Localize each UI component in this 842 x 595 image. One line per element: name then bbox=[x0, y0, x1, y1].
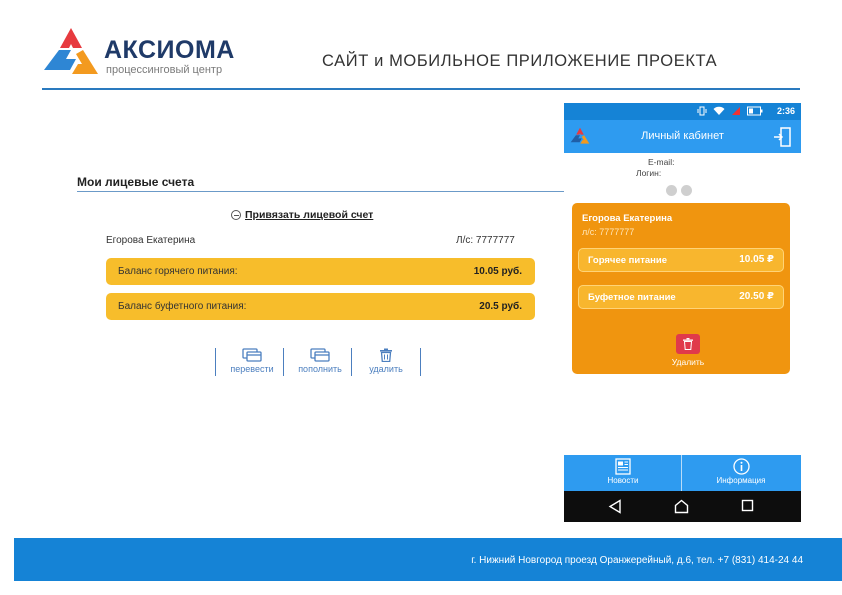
footer-bar bbox=[14, 538, 842, 581]
action-separator bbox=[215, 348, 216, 376]
page-title: САЙТ и МОБИЛЬНОЕ ПРИЛОЖЕНИЕ ПРОЕКТА bbox=[322, 52, 718, 70]
battery-icon bbox=[747, 106, 763, 116]
signal-icon bbox=[731, 106, 741, 116]
delete-account-button[interactable] bbox=[357, 348, 415, 374]
top-up-label: пополнить bbox=[298, 364, 342, 374]
account-card bbox=[572, 203, 790, 374]
pager-dot[interactable] bbox=[681, 185, 692, 196]
axioma-logo-icon bbox=[42, 26, 100, 78]
delete-card-button[interactable] bbox=[676, 334, 700, 354]
trash-icon bbox=[379, 348, 393, 362]
login-label: Логин: bbox=[636, 168, 662, 178]
brand-name: АКСИОМА bbox=[104, 36, 235, 64]
account-owner: Егорова Екатерина bbox=[106, 235, 196, 246]
pager-dot[interactable] bbox=[666, 185, 677, 196]
email-label: E-mail: bbox=[648, 157, 675, 167]
balance-label: Баланс буфетного питания: bbox=[118, 301, 247, 312]
app-bar bbox=[564, 120, 801, 153]
action-separator bbox=[351, 348, 352, 376]
wifi-icon bbox=[713, 106, 725, 116]
pill-value: 20.50 ₽ bbox=[739, 291, 774, 302]
transfer-button[interactable] bbox=[221, 348, 283, 374]
link-account-button[interactable] bbox=[231, 209, 373, 221]
pill-value: 10.05 ₽ bbox=[739, 254, 774, 265]
pill-label: Буфетное питание bbox=[588, 292, 676, 303]
action-separator bbox=[283, 348, 284, 376]
pill-label: Горячее питание bbox=[588, 255, 668, 266]
recents-icon[interactable] bbox=[741, 499, 754, 512]
tab-info-label: Информация bbox=[716, 476, 766, 485]
balance-value: 20.5 руб. bbox=[479, 301, 522, 312]
status-bar bbox=[564, 103, 801, 120]
top-up-button[interactable] bbox=[289, 348, 351, 374]
delete-card-label: Удалить bbox=[671, 357, 705, 367]
accounts-divider bbox=[77, 191, 564, 192]
hot-meal-pill[interactable] bbox=[578, 248, 784, 272]
tab-news-label: Новости bbox=[607, 476, 639, 485]
delete-label: удалить bbox=[369, 364, 403, 374]
mobile-app-screen bbox=[564, 103, 801, 522]
info-icon bbox=[733, 458, 750, 475]
logout-icon[interactable] bbox=[773, 127, 791, 147]
link-account-label: Привязать лицевой счет bbox=[245, 209, 374, 221]
transfer-label: перевести bbox=[230, 364, 274, 374]
cards-icon bbox=[242, 348, 262, 362]
vibrate-icon bbox=[697, 106, 707, 116]
tab-news[interactable] bbox=[564, 455, 682, 491]
buffet-balance-row bbox=[106, 293, 535, 320]
circle-minus-icon bbox=[231, 210, 241, 220]
tab-info[interactable] bbox=[682, 455, 800, 491]
buffet-pill[interactable] bbox=[578, 285, 784, 309]
android-nav-bar bbox=[564, 491, 801, 522]
balance-value: 10.05 руб. bbox=[473, 266, 522, 277]
bottom-tab-bar bbox=[564, 455, 801, 491]
balance-label: Баланс горячего питания: bbox=[118, 266, 238, 277]
trash-icon bbox=[683, 338, 693, 350]
header-divider bbox=[42, 88, 800, 90]
cards-icon bbox=[310, 348, 330, 362]
card-account: л/с: 7777777 bbox=[582, 227, 635, 237]
hot-meal-balance-row bbox=[106, 258, 535, 285]
company-logo bbox=[42, 26, 242, 80]
home-icon[interactable] bbox=[674, 499, 689, 514]
card-owner: Егорова Екатерина bbox=[582, 213, 673, 224]
brand-tagline: процессинговый центр bbox=[106, 64, 223, 76]
news-icon bbox=[615, 458, 631, 475]
back-icon[interactable] bbox=[608, 499, 622, 514]
accounts-heading: Мои лицевые счета bbox=[77, 175, 195, 189]
app-title: Личный кабинет bbox=[641, 130, 724, 142]
account-number: Л/с: 7777777 bbox=[456, 235, 515, 246]
action-separator bbox=[420, 348, 421, 376]
footer-address: г. Нижний Новгород проезд Оранжерейный, д.6, тел. +7 (831) 414-24 44 bbox=[471, 555, 803, 566]
status-time: 2:36 bbox=[776, 106, 795, 116]
